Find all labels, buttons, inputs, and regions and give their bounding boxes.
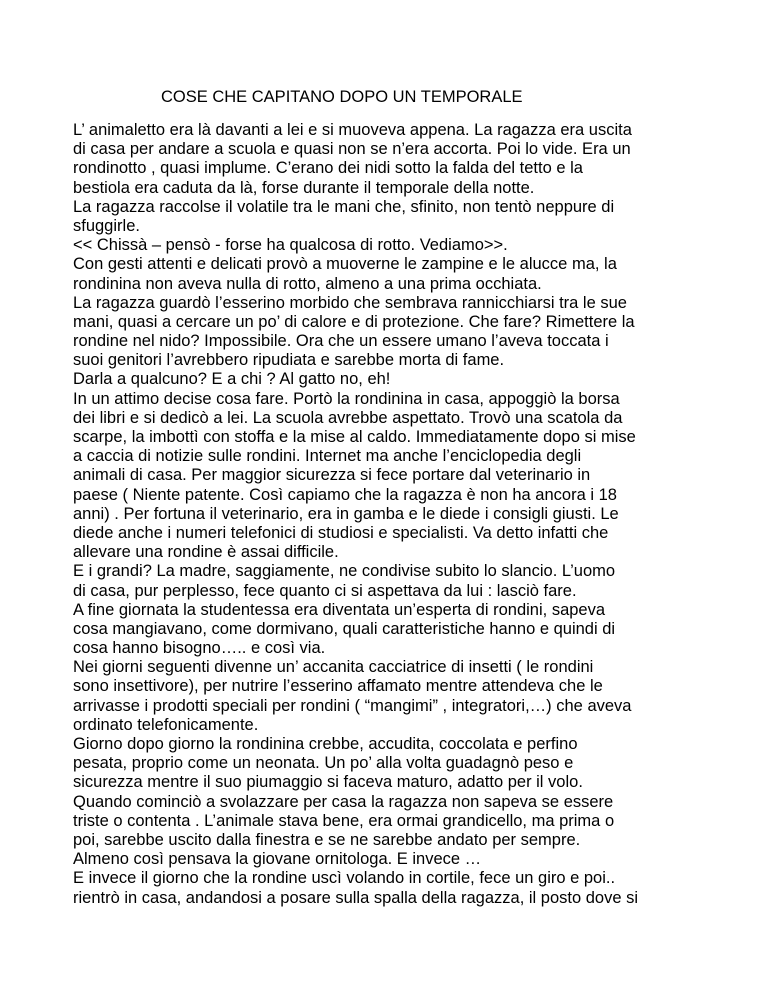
text-line: ordinato telefonicamente. <box>73 715 259 734</box>
document-title: COSE CHE CAPITANO DOPO UN TEMPORALE <box>161 88 523 106</box>
text-line: << Chissà – pensò - forse ha qualcosa di rotto. Vediamo>>. <box>73 236 508 255</box>
text-line: di casa per andare a scuola e quasi non se n’era accorta. Poi lo vide. Era un <box>73 140 631 159</box>
text-line: E invece il giorno che la rondine uscì volando in cortile, fece un giro e poi.. <box>73 869 616 888</box>
text-line: In un attimo decise cosa fare. Portò la rondinina in casa, appoggiò la borsa <box>73 389 620 408</box>
text-line: bestiola era caduta da là, forse durante il temporale della notte. <box>73 178 535 197</box>
text-line: arrivasse i prodotti speciali per rondini ( “mangimi” , integratori,…) che aveva <box>73 696 632 715</box>
text-line: rientrò in casa, andandosi a posare sulla spalla della ragazza, il posto dove si <box>73 888 639 907</box>
text-line: La ragazza guardò l’esserino morbido che sembrava rannicchiarsi tra le sue <box>73 293 627 312</box>
text-line: scarpe, la imbottì con stoffa e la mise al caldo. Immediatamente dopo si mise <box>73 428 636 446</box>
text-line: mani, quasi a cercare un po’ di calore e di protezione. Che fare? Rimettere la <box>73 312 635 331</box>
text-line: dei libri e si dedicò a lei. La scuola avrebbe aspettato. Trovò una scatola da <box>73 408 623 427</box>
text-line: E i grandi? La madre, saggiamente, ne condivise subito lo slancio. L’uomo <box>73 562 616 581</box>
text-line: sfuggirle. <box>73 216 140 235</box>
text-line: rondinotto , quasi implume. C’erano dei nidi sotto la falda del tetto e la <box>73 159 583 178</box>
text-line: animali di casa. Per maggior sicurezza si fece portare dal veterinario in <box>73 466 591 485</box>
text-line: Quando cominciò a svolazzare per casa la ragazza non sapeva se essere <box>73 792 614 811</box>
text-line: suoi genitori l’avrebbero ripudiata e sarebbe morta di fame. <box>73 351 505 370</box>
text-line: Nei giorni seguenti divenne un’ accanita cacciatrice di insetti ( le rondini <box>73 658 594 677</box>
text-line: a caccia di notizie sulle rondini. Internet ma anche l’enciclopedia degli <box>73 447 582 466</box>
text-line: cosa hanno bisogno….. e così via. <box>73 639 326 658</box>
text-line: di casa, pur perplesso, fece quanto ci si aspettava da lui : lasciò fare. <box>73 581 577 600</box>
text-line: L’ animaletto era là davanti a lei e si muoveva appena. La ragazza era uscita <box>73 121 632 139</box>
text-line: rondine nel nido? Impossibile. Ora che un essere umano l’aveva toccata i <box>73 332 609 351</box>
text-line: allevare una rondine è assai difficile. <box>73 543 339 562</box>
text-line: poi, sarebbe uscito dalla finestra e se ne sarebbe andato per sempre. <box>73 830 581 849</box>
text-line: Giorno dopo giorno la rondinina crebbe, accudita, coccolata e perfino <box>73 735 578 753</box>
text-line: diede anche i numeri telefonici di studiosi e specialisti. Va detto infatti che <box>73 523 609 542</box>
document-body <box>73 121 713 908</box>
text-line: A fine giornata la studentessa era diventata un’esperta di rondini, sapeva <box>73 600 606 619</box>
text-line: anni) . Per fortuna il veterinario, era in gamba e le diede i consigli giusti. Le <box>73 504 619 523</box>
text-line: Con gesti attenti e delicati provò a muoverne le zampine e le alucce ma, la <box>73 255 617 274</box>
text-line: Almeno così pensava la giovane ornitologa. E invece … <box>73 850 482 869</box>
text-line: sono insettivore), per nutrire l’esserino affamato mentre attendeva che le <box>73 677 603 696</box>
text-line: triste o contenta . L’animale stava bene, era ormai grandicello, ma prima o <box>73 811 615 830</box>
text-line: cosa mangiavano, come dormivano, quali caratteristiche hanno e quindi di <box>73 619 616 638</box>
text-line: Darla a qualcuno? E a chi ? Al gatto no, eh! <box>73 370 391 389</box>
text-line: sicurezza mentre il suo piumaggio si faceva maturo, adatto per il volo. <box>73 773 583 792</box>
text-line: paese ( Niente patente. Così capiamo che la ragazza è non ha ancora i 18 <box>73 485 617 504</box>
text-line: La ragazza raccolse il volatile tra le mani che, sfinito, non tentò neppure di <box>73 197 615 216</box>
text-line: rondinina non aveva nulla di rotto, almeno a una prima occhiata. <box>73 274 542 293</box>
text-line: pesata, proprio come un neonata. Un po’ alla volta guadagnò peso e <box>73 754 574 773</box>
